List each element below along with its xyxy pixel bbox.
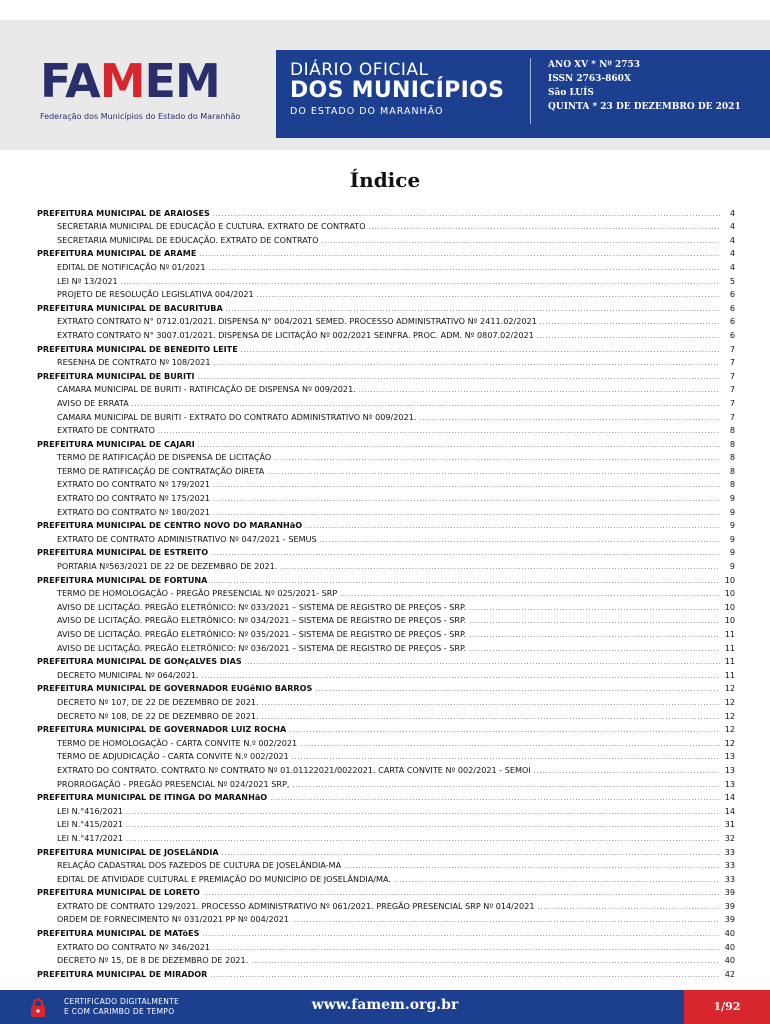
index-item-entry[interactable] xyxy=(37,423,735,437)
dot-leader xyxy=(158,427,720,436)
banner-divider xyxy=(530,58,531,124)
index-item-entry[interactable] xyxy=(37,735,735,749)
entry-page-number: 12 xyxy=(724,737,735,748)
entry-title: PREFEITURA MUNICIPAL DE ARAME xyxy=(37,248,197,259)
dot-leader xyxy=(213,944,720,953)
dot-leader xyxy=(289,726,720,735)
dot-leader xyxy=(213,495,720,504)
entry-title: EXTRATO DE CONTRATO ADMINISTRATIVO Nº 047/2021 - SEMUS xyxy=(57,533,317,544)
dot-leader xyxy=(226,305,720,314)
entry-page-number: 12 xyxy=(724,724,735,735)
dot-leader xyxy=(469,631,720,640)
page-indicator: 1/92 xyxy=(684,990,770,1024)
index-section-entry[interactable] xyxy=(37,722,735,736)
entry-page-number: 42 xyxy=(724,968,735,979)
entry-title: PROJETO DE RESOLUÇÃO LEGISLATIVA 004/2021 xyxy=(57,289,254,300)
dot-leader xyxy=(340,590,720,599)
entry-page-number: 10 xyxy=(724,574,735,585)
entry-title: PREFEITURA MUNICIPAL DE GOVERNADOR EUGêNIO BARROS xyxy=(37,683,313,694)
entry-page-number: 9 xyxy=(729,520,735,531)
index-section-entry[interactable] xyxy=(37,341,735,355)
entry-page-number: 6 xyxy=(729,289,735,300)
index-section-entry[interactable] xyxy=(37,436,735,450)
entry-title: EXTRATO DO CONTRATO Nº 346/2021 xyxy=(57,941,211,952)
entry-page-number: 13 xyxy=(724,751,735,762)
dot-leader xyxy=(469,645,720,654)
entry-page-number: 33 xyxy=(724,846,735,857)
entry-page-number: 10 xyxy=(724,588,735,599)
entry-title: DECRETO Nº 15, DE 8 DE DEZEMBRO DE 2021. xyxy=(57,955,249,966)
dot-leader xyxy=(315,685,720,694)
entry-page-number: 8 xyxy=(729,452,735,463)
famem-logo xyxy=(40,54,240,134)
entry-title: TERMO DE RATIFICAÇÃO DE DISPENSA DE LICITAÇÃO xyxy=(57,452,272,463)
diario-title-line2: DOS MUNICÍPIOS xyxy=(290,78,505,103)
entry-page-number: 8 xyxy=(729,438,735,449)
entry-title: DECRETO MUNICIPAL Nº 064/2021. xyxy=(57,669,199,680)
entry-page-number: 14 xyxy=(724,805,735,816)
index-section-entry[interactable] xyxy=(37,925,735,939)
entry-title: LEI N.°417/2021 xyxy=(57,832,124,843)
entry-page-number: 39 xyxy=(724,914,735,925)
index-item-entry[interactable] xyxy=(37,830,735,844)
entry-page-number: 7 xyxy=(729,397,735,408)
index-item-entry[interactable] xyxy=(37,871,735,885)
index-item-entry[interactable] xyxy=(37,382,735,396)
dot-leader xyxy=(213,210,720,219)
certificate-line1: CERTIFICADO DIGITALMENTE xyxy=(64,997,180,1006)
entry-title: EXTRATO CONTRATO N° 0712.01/2021. DISPENSA N° 004/2021 SEMED. PROCESSO ADMINISTRATIVO Nº 2411.02/2021 xyxy=(57,316,537,327)
index-item-entry[interactable] xyxy=(37,640,735,654)
dot-leader xyxy=(126,821,720,830)
entry-title: PREFEITURA MUNICIPAL DE GONçALVES DIAS xyxy=(37,656,242,667)
dot-leader xyxy=(222,849,720,858)
dot-leader xyxy=(292,753,720,762)
entry-title: EXTRATO DO CONTRATO Nº 179/2021 xyxy=(57,479,211,490)
index-section-entry[interactable] xyxy=(37,654,735,668)
website-link[interactable]: www.famem.org.br xyxy=(311,997,459,1013)
entry-page-number: 8 xyxy=(729,465,735,476)
entry-page-number: 6 xyxy=(729,302,735,313)
index-item-entry[interactable] xyxy=(37,355,735,369)
index-item-entry[interactable] xyxy=(37,463,735,477)
entry-page-number: 4 xyxy=(729,261,735,272)
entry-page-number: 6 xyxy=(729,329,735,340)
dot-leader xyxy=(292,916,720,925)
entry-page-number: 8 xyxy=(729,425,735,436)
entry-title: PREFEITURA MUNICIPAL DE GOVERNADOR LUIZ ROCHA xyxy=(37,724,287,735)
entry-title: DECRETO Nº 108, DE 22 DE DEZEMBRO DE 2021. xyxy=(57,710,259,721)
entry-title: PREFEITURA MUNICIPAL DE BENEDITO LEITE xyxy=(37,343,238,354)
index-item-entry[interactable] xyxy=(37,531,735,545)
index-section-entry[interactable] xyxy=(37,545,735,559)
index-item-entry[interactable] xyxy=(37,314,735,328)
entry-title: CAMARA MUNICIPAL DE BURITI - RATIFICAÇÃO DE DISPENSA Nº 009/2021. xyxy=(57,384,356,395)
dot-leader xyxy=(369,223,720,232)
entry-page-number: 7 xyxy=(729,343,735,354)
entry-title: PREFEITURA MUNICIPAL DE LORETO xyxy=(37,887,200,898)
entry-page-number: 9 xyxy=(729,506,735,517)
entry-page-number: 4 xyxy=(729,248,735,259)
dot-leader xyxy=(213,509,720,518)
entry-page-number: 12 xyxy=(724,710,735,721)
entry-title: PREFEITURA MUNICIPAL DE CENTRO NOVO DO MARANHãO xyxy=(37,520,303,531)
entry-title: PREFEITURA MUNICIPAL DE BACURITUBA xyxy=(37,302,223,313)
dot-leader xyxy=(394,876,720,885)
entry-title: TERMO DE HOMOLOGAÇÃO - CARTA CONVITE N.º 002/2021 xyxy=(57,737,298,748)
index-item-entry[interactable] xyxy=(37,477,735,491)
entry-page-number: 9 xyxy=(729,547,735,558)
logo-letter-m: M xyxy=(99,54,145,108)
dot-leader xyxy=(359,386,720,395)
dot-leader xyxy=(270,794,720,803)
index-item-entry[interactable] xyxy=(37,749,735,763)
entry-title: PREFEITURA MUNICIPAL DE MATõES xyxy=(37,928,200,939)
entry-page-number: 7 xyxy=(729,357,735,368)
entry-title: RESENHA DE CONTRATO Nº 108/2021 xyxy=(57,357,211,368)
dot-leader xyxy=(210,577,720,586)
dot-leader xyxy=(202,930,720,939)
index-section-entry[interactable] xyxy=(37,844,735,858)
dot-leader xyxy=(274,454,720,463)
dot-leader xyxy=(300,740,720,749)
entry-page-number: 10 xyxy=(724,615,735,626)
entry-page-number: 4 xyxy=(729,207,735,218)
entry-title: SECRETARIA MUNICIPAL DE EDUCAÇÃO E CULTURA. EXTRATO DE CONTRATO xyxy=(57,221,366,232)
dot-leader xyxy=(126,835,720,844)
city: São LUÍS xyxy=(548,88,594,98)
entry-title: EDITAL DE ATIVIDADE CULTURAL E PREMIAÇÃO DO MUNICÍPIO DE JOSELÂNDIA/MA. xyxy=(57,873,391,884)
entry-page-number: 11 xyxy=(724,656,735,667)
dot-leader xyxy=(211,549,720,558)
index-item-entry[interactable] xyxy=(37,898,735,912)
logo-subtitle: Federação dos Municípios do Estado do Maranhão xyxy=(40,112,241,121)
dot-leader xyxy=(305,522,720,531)
index-item-entry[interactable] xyxy=(37,273,735,287)
entry-title: PORTARIA Nº563/2021 DE 22 DE DEZEMBRO DE 2021. xyxy=(57,561,278,572)
entry-page-number: 4 xyxy=(729,234,735,245)
entry-page-number: 39 xyxy=(724,887,735,898)
entry-page-number: 11 xyxy=(724,642,735,653)
index-section-entry[interactable] xyxy=(37,246,735,260)
index-item-entry[interactable] xyxy=(37,817,735,831)
entry-title: PREFEITURA MUNICIPAL DE ITINGA DO MARANHãO xyxy=(37,792,268,803)
entry-title: LEI N.°415/2021 xyxy=(57,819,124,830)
entry-title: PREFEITURA MUNICIPAL DE ARAIOSES xyxy=(37,207,210,218)
index-item-entry[interactable] xyxy=(37,259,735,273)
entry-page-number: 12 xyxy=(724,696,735,707)
index-item-entry[interactable] xyxy=(37,586,735,600)
entry-page-number: 40 xyxy=(724,928,735,939)
index-item-entry[interactable] xyxy=(37,395,735,409)
index-item-entry[interactable] xyxy=(37,613,735,627)
entry-page-number: 5 xyxy=(729,275,735,286)
dot-leader xyxy=(213,359,720,368)
entry-page-number: 9 xyxy=(729,493,735,504)
index-item-entry[interactable] xyxy=(37,667,735,681)
index-item-entry[interactable] xyxy=(37,762,735,776)
index-section-entry[interactable] xyxy=(37,300,735,314)
dot-leader xyxy=(245,658,720,667)
dot-leader xyxy=(534,767,720,776)
entry-page-number: 8 xyxy=(729,479,735,490)
entry-title: AVISO DE LICITAÇÃO. PREGÃO ELETRÔNICO: Nº 033/2021 – SISTEMA DE REGISTRO DE PREÇOS - SRP. xyxy=(57,601,467,612)
entry-page-number: 10 xyxy=(724,601,735,612)
entry-title: EXTRATO DE CONTRATO 129/2021. PROCESSO ADMINISTRATIVO Nº 061/2021. PREGÃO PRESENCIAL SRP Nº 014/2021 xyxy=(57,900,535,911)
entry-title: TERMO DE HOMOLOGAÇÃO - PREGÃO PRESENCIAL Nº 025/2021- SRP xyxy=(57,588,338,599)
dot-leader xyxy=(241,346,720,355)
entry-page-number: 9 xyxy=(729,561,735,572)
entry-title: TERMO DE ADJUDICAÇÃO - CARTA CONVITE N.º 002/2021 xyxy=(57,751,289,762)
index-item-entry[interactable] xyxy=(37,558,735,572)
dot-leader xyxy=(126,808,720,817)
index-section-entry[interactable] xyxy=(37,205,735,219)
index-section-entry[interactable] xyxy=(37,885,735,899)
index-item-entry[interactable] xyxy=(37,450,735,464)
dot-leader xyxy=(132,400,720,409)
index-section-entry[interactable] xyxy=(37,368,735,382)
dot-leader xyxy=(292,781,720,790)
entry-title: RELAÇÃO CADASTRAL DOS FAZEDOS DE CULTURA DE JOSELÂNDIA-MA xyxy=(57,860,342,871)
dot-leader xyxy=(280,563,720,572)
dot-leader xyxy=(537,332,720,341)
edition-number: ANO XV * Nº 2753 xyxy=(548,60,641,70)
entry-title: EDITAL DE NOTIFICAÇÃO Nº 01/2021 xyxy=(57,261,206,272)
entry-title: PREFEITURA MUNICIPAL DE ESTREITO xyxy=(37,547,209,558)
index-item-entry[interactable] xyxy=(37,490,735,504)
index-item-entry[interactable] xyxy=(37,599,735,613)
dot-leader xyxy=(198,441,720,450)
dot-leader xyxy=(419,414,720,423)
entry-title: EXTRATO CONTRATO N° 3007.01/2021. DISPENSA DE LICITAÇÃO Nº 002/2021 SEINFRA. PROC. ADM. Nº 0807.02/2021 xyxy=(57,329,534,340)
entry-title: PREFEITURA MUNICIPAL DE FORTUNA xyxy=(37,574,208,585)
index-item-entry[interactable] xyxy=(37,912,735,926)
dot-leader xyxy=(251,957,720,966)
dot-leader xyxy=(203,889,720,898)
index-section-entry[interactable] xyxy=(37,518,735,532)
entry-page-number: 14 xyxy=(724,792,735,803)
index-item-entry[interactable] xyxy=(37,626,735,640)
index-title: Índice xyxy=(349,168,421,192)
entry-title: EXTRATO DE CONTRATO xyxy=(57,425,156,436)
entry-title: TERMO DE RATIFICAÇÃO DE CONTRATAÇÃO DIRETA xyxy=(57,465,265,476)
entry-title: SECRETARIA MUNICIPAL DE EDUCAÇÃO. EXTRATO DE CONTRATO xyxy=(57,234,319,245)
certificate-line2: E COM CARIMBO DE TEMPO xyxy=(64,1007,175,1016)
index-item-entry[interactable] xyxy=(37,776,735,790)
entry-page-number: 33 xyxy=(724,873,735,884)
logo-letters-em: EM xyxy=(144,54,220,108)
entry-title: LEI Nº 13/2021 xyxy=(57,275,118,286)
publication-date: QUINTA * 23 DE DEZEMBRO DE 2021 xyxy=(548,102,741,112)
index-item-entry[interactable] xyxy=(37,327,735,341)
entry-page-number: 31 xyxy=(724,819,735,830)
entry-page-number: 13 xyxy=(724,778,735,789)
index-item-entry[interactable] xyxy=(37,858,735,872)
dot-leader xyxy=(257,291,720,300)
entry-title: EXTRATO DO CONTRATO Nº 175/2021 xyxy=(57,493,211,504)
index-item-entry[interactable] xyxy=(37,953,735,967)
entry-title: CAMARA MUNICIPAL DE BURITI - EXTRATO DO CONTRATO ADMINISTRATIVO Nº 009/2021. xyxy=(57,411,417,422)
entry-title: EXTRATO DO CONTRATO Nº 180/2021 xyxy=(57,506,211,517)
entry-page-number: 7 xyxy=(729,411,735,422)
diario-banner xyxy=(276,50,770,138)
issn: ISSN 2763-860X xyxy=(548,74,631,84)
dot-leader xyxy=(262,713,720,722)
entry-page-number: 40 xyxy=(724,955,735,966)
index-item-entry[interactable] xyxy=(37,232,735,246)
entry-page-number: 12 xyxy=(724,683,735,694)
index-section-entry[interactable] xyxy=(37,681,735,695)
entry-page-number: 33 xyxy=(724,860,735,871)
entry-title: PREFEITURA MUNICIPAL DE MIRADOR xyxy=(37,968,208,979)
logo-letters-fa: FA xyxy=(40,54,100,108)
entry-title: PREFEITURA MUNICIPAL DE BURITI xyxy=(37,370,195,381)
dot-leader xyxy=(262,699,720,708)
dot-leader xyxy=(469,617,720,626)
entry-title: PREFEITURA MUNICIPAL DE JOSELâNDIA xyxy=(37,846,219,857)
dot-leader xyxy=(213,481,720,490)
index-item-entry[interactable] xyxy=(37,803,735,817)
index-item-entry[interactable] xyxy=(37,409,735,423)
dot-leader xyxy=(540,318,720,327)
index-list xyxy=(37,205,735,980)
entry-title: DECRETO Nº 107, DE 22 DE DEZEMBRO DE 2021. xyxy=(57,696,259,707)
masthead xyxy=(0,20,770,150)
entry-title: AVISO DE LICITAÇÃO. PREGÃO ELETRÔNICO: Nº 036/2021 – SISTEMA DE REGISTRO DE PREÇOS - SRP. xyxy=(57,642,467,653)
index-section-entry[interactable] xyxy=(37,572,735,586)
dot-leader xyxy=(267,468,720,477)
entry-title: AVISO DE LICITAÇÃO. PREGÃO ELETRÔNICO: Nº 034/2021 – SISTEMA DE REGISTRO DE PREÇOS - SRP. xyxy=(57,615,467,626)
dot-leader xyxy=(344,862,720,871)
entry-page-number: 6 xyxy=(729,316,735,327)
dot-leader xyxy=(209,264,721,273)
entry-title: PREFEITURA MUNICIPAL DE CAJARI xyxy=(37,438,195,449)
entry-title: PRORROGAÇÃO - PREGÃO PRESENCIAL Nº 024/2021 SRP, xyxy=(57,778,290,789)
entry-title: ORDEM DE FORNECIMENTO Nº 031/2021 PP Nº 004/2021 xyxy=(57,914,290,925)
entry-title: EXTRATO DO CONTRATO. CONTRATO Nº CONTRATO Nº 01.01122021/0022021. CARTA CONVITE Nº 002/2021 - SEMOI xyxy=(57,764,531,775)
index-section-entry[interactable] xyxy=(37,966,735,980)
dot-leader xyxy=(198,373,720,382)
index-item-entry[interactable] xyxy=(37,939,735,953)
index-item-entry[interactable] xyxy=(37,219,735,233)
diario-title-line1: DIÁRIO OFICIAL xyxy=(290,60,429,80)
entry-page-number: 11 xyxy=(724,629,735,639)
footer-bar xyxy=(0,990,770,1024)
entry-title: AVISO DE LICITAÇÃO. PREGÃO ELETRÔNICO: Nº 035/2021 – SISTEMA DE REGISTRO DE PREÇOS - SRP. xyxy=(57,629,467,639)
diario-title-line3: DO ESTADO DO MARANHÃO xyxy=(290,106,444,117)
entry-page-number: 11 xyxy=(724,669,735,680)
entry-page-number: 7 xyxy=(729,370,735,381)
index-section-entry[interactable] xyxy=(37,790,735,804)
entry-page-number: 7 xyxy=(729,384,735,395)
entry-page-number: 39 xyxy=(724,900,735,911)
dot-leader xyxy=(469,604,720,613)
index-item-entry[interactable] xyxy=(37,287,735,301)
dot-leader xyxy=(210,971,720,980)
entry-page-number: 13 xyxy=(724,764,735,775)
entry-page-number: 40 xyxy=(724,941,735,952)
entry-title: LEI N.°416/2021 xyxy=(57,805,124,816)
dot-leader xyxy=(202,672,720,681)
index-item-entry[interactable] xyxy=(37,694,735,708)
index-item-entry[interactable] xyxy=(37,708,735,722)
dot-leader xyxy=(320,536,720,545)
entry-page-number: 9 xyxy=(729,533,735,544)
dot-leader xyxy=(538,903,721,912)
entry-page-number: 4 xyxy=(729,221,735,232)
dot-leader xyxy=(321,237,720,246)
dot-leader xyxy=(199,250,720,259)
entry-title: AVISO DE ERRATA xyxy=(57,397,129,408)
entry-page-number: 32 xyxy=(724,832,735,843)
dot-leader xyxy=(121,278,720,287)
index-item-entry[interactable] xyxy=(37,504,735,518)
